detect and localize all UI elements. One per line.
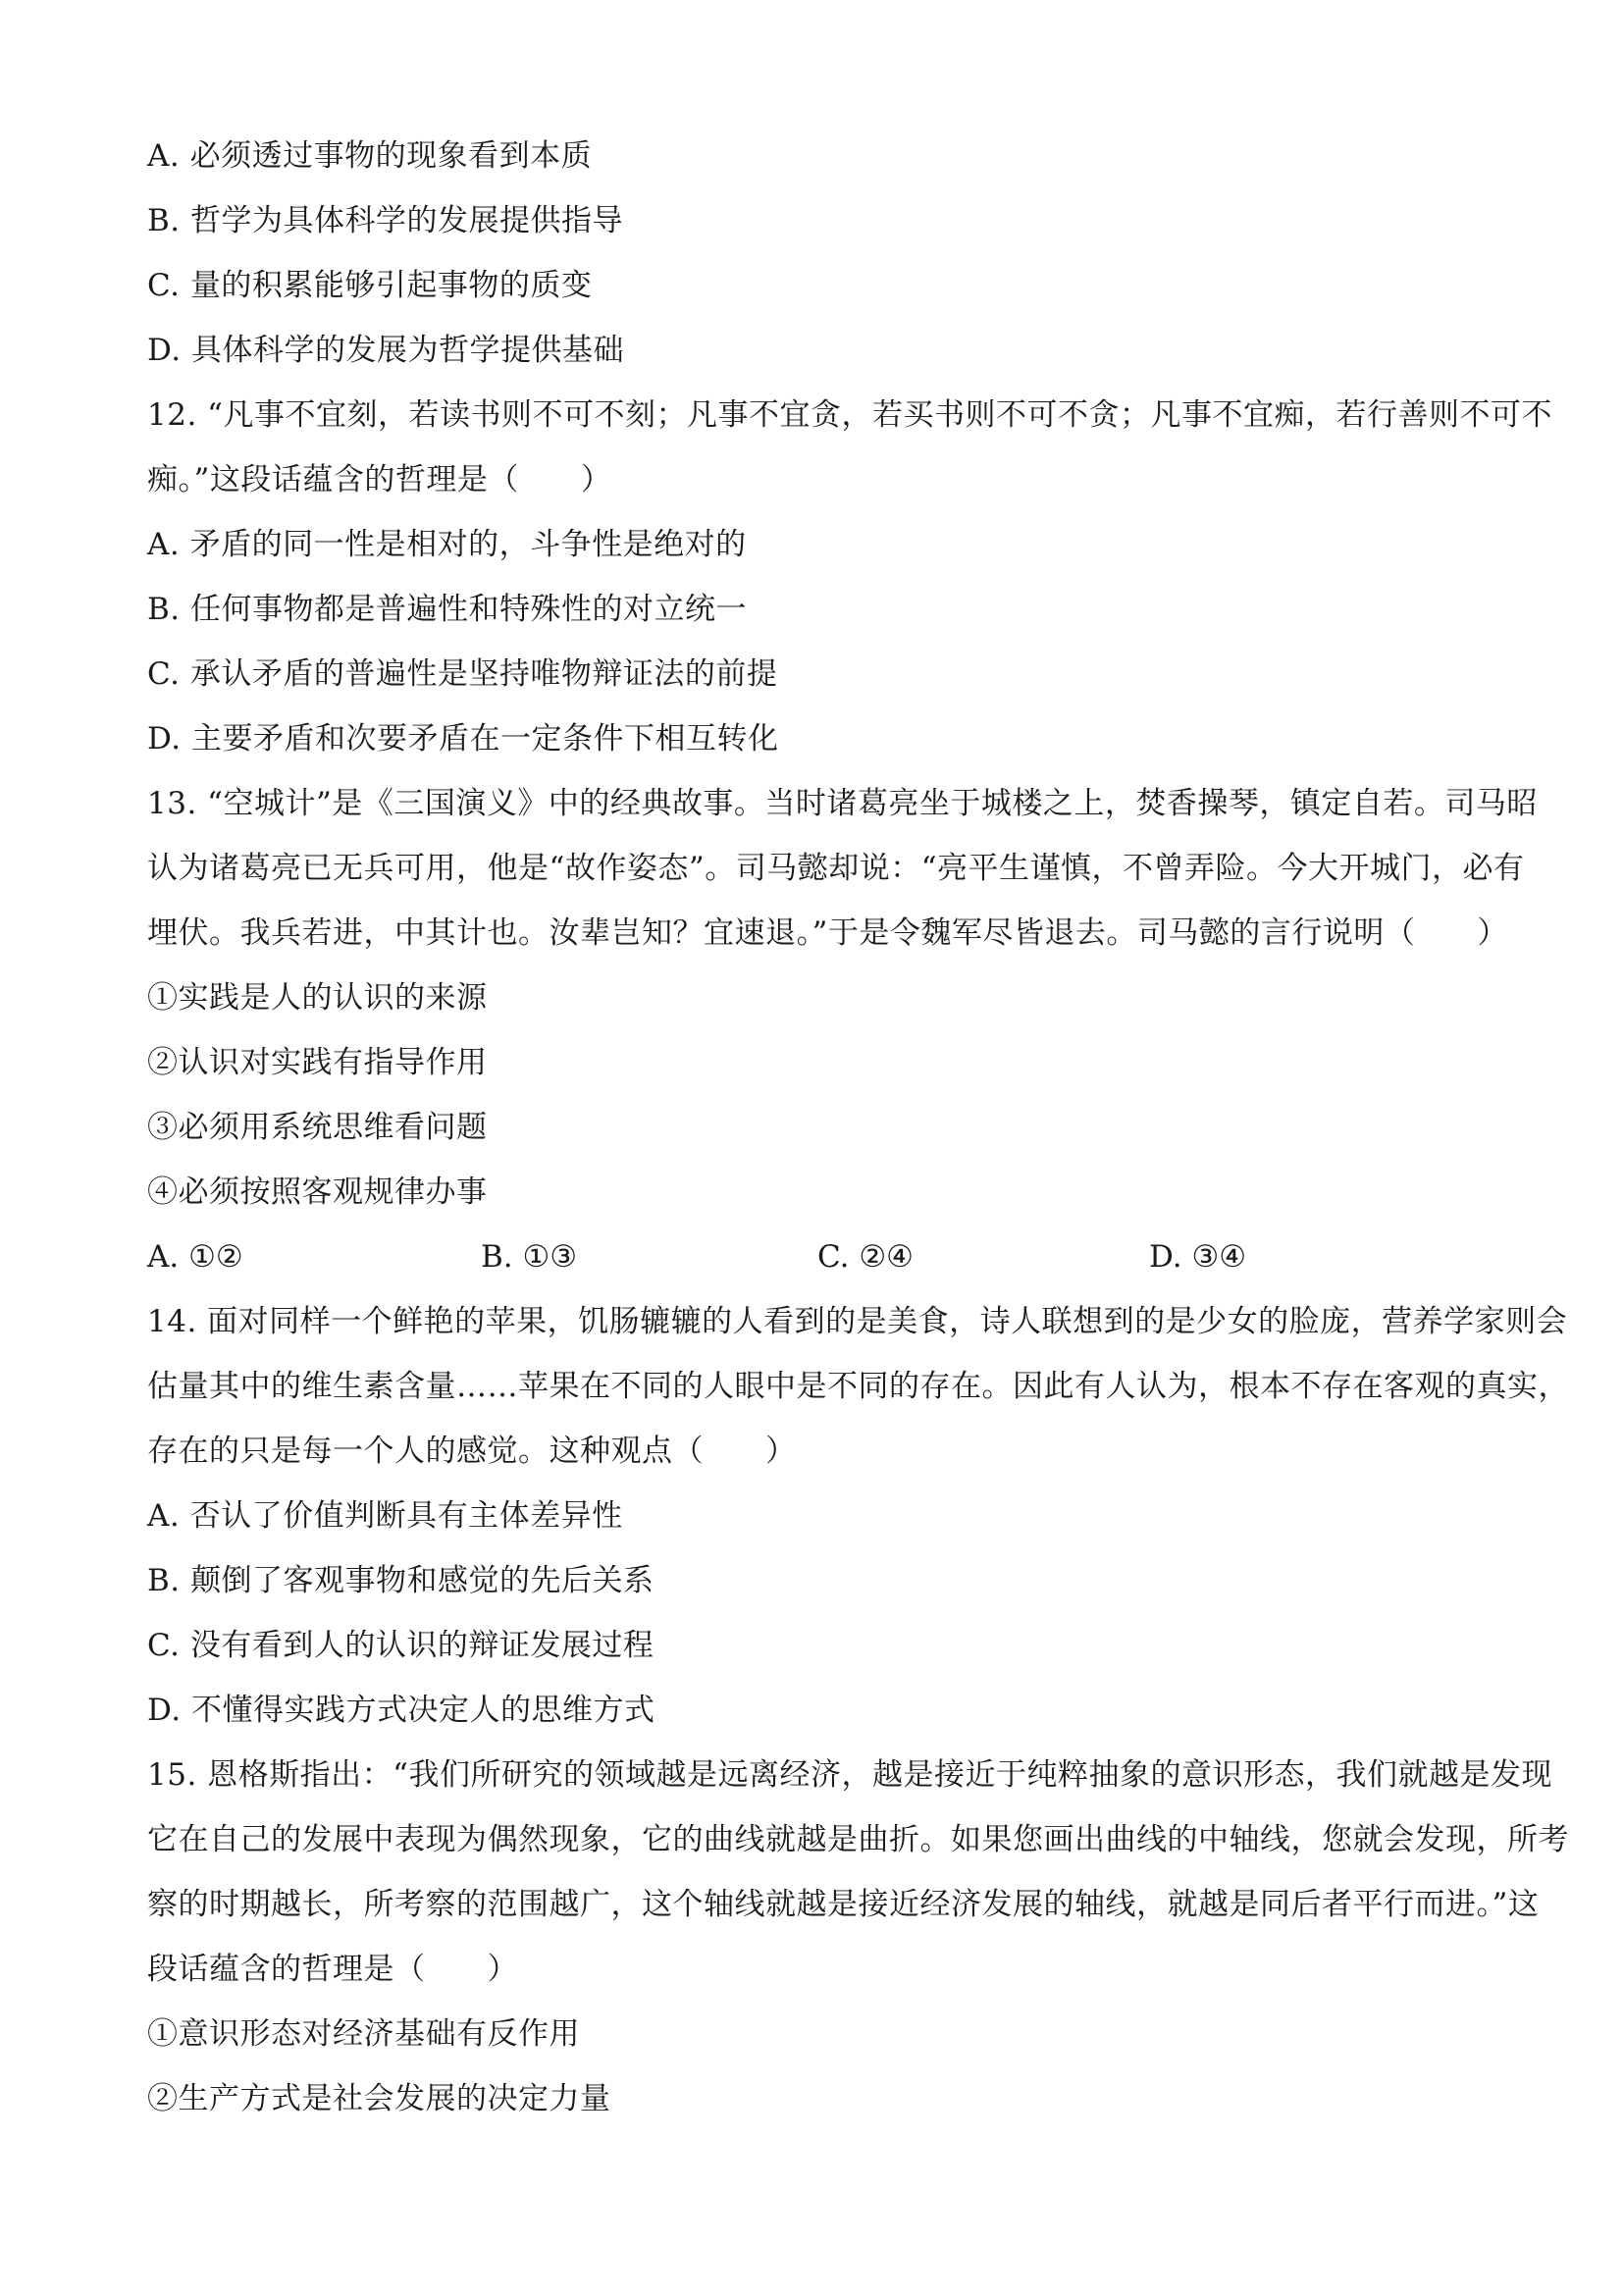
q15-stem-line-1: 15. 恩格斯指出：“我们所研究的领域越是远离经济，越是接近于纯粹抽象的意识形态，我们就越是发现 (147, 1757, 1552, 1793)
q14-option-d: D. 不懂得实践方式决定人的思维方式 (147, 1693, 655, 1728)
q14-stem-line-3: 存在的只是每一个人的感觉。这种观点（ ） (147, 1434, 797, 1469)
q13-choice-c: C. ②④ (817, 1239, 914, 1275)
q12-option-d: D. 主要矛盾和次要矛盾在一定条件下相互转化 (147, 721, 779, 757)
q13-stem-line-3: 埋伏。我兵若进，中其计也。汝辈岂知？宜速退。”于是令魏军尽皆退去。司马懿的言行说明（ ） (147, 915, 1508, 951)
q15-stem-line-3: 察的时期越长，所考察的范围越广，这个轴线就越是接近经济发展的轴线，就越是同后者平行而进。”这 (147, 1887, 1540, 1922)
q11-option-d: D. 具体科学的发展为哲学提供基础 (147, 333, 624, 368)
q13-choice-d: D. ③④ (1149, 1239, 1247, 1275)
q14-option-a: A. 否认了价值判断具有主体差异性 (147, 1498, 623, 1534)
q12-stem-line-1: 12. “凡事不宜刻，若读书则不可不刻；凡事不宜贪，若买书则不可不贪；凡事不宜痴，若行善则不可不 (147, 397, 1552, 433)
q13-statement-1: ①实践是人的认识的来源 (147, 980, 488, 1016)
q13-statement-2: ②认识对实践有指导作用 (147, 1045, 488, 1080)
q13-choice-a: A. ①② (147, 1239, 243, 1275)
q15-stem-line-4: 段话蕴含的哲理是（ ） (147, 1952, 518, 1987)
q11-option-a: A. 必须透过事物的现象看到本质 (147, 138, 593, 174)
q12-option-c: C. 承认矛盾的普遍性是坚持唯物辩证法的前提 (147, 656, 778, 692)
q12-option-b: B. 任何事物都是普遍性和特殊性的对立统一 (147, 592, 747, 627)
q13-stem-line-1: 13. “空城计”是《三国演义》中的经典故事。当时诸葛亮坐于城楼之上，焚香操琴，镇定自若。司马昭 (147, 786, 1538, 821)
q11-option-b: B. 哲学为具体科学的发展提供指导 (147, 203, 623, 238)
q13-choice-b: B. ①③ (481, 1239, 578, 1275)
q15-statement-2: ②生产方式是社会发展的决定力量 (147, 2081, 611, 2116)
q13-statement-3: ③必须用系统思维看问题 (147, 1110, 488, 1145)
q14-stem-line-2: 估量其中的维生素含量……苹果在不同的人眼中是不同的存在。因此有人认为，根本不存在客观的真实， (147, 1369, 1569, 1404)
q14-option-c: C. 没有看到人的认识的辩证发展过程 (147, 1628, 654, 1663)
q15-stem-line-2: 它在自己的发展中表现为偶然现象，它的曲线就越是曲折。如果您画出曲线的中轴线，您就会发现，所考 (147, 1822, 1569, 1857)
q12-option-a: A. 矛盾的同一性是相对的，斗争性是绝对的 (147, 527, 747, 562)
q14-stem-line-1: 14. 面对同样一个鲜艳的苹果，饥肠辘辘的人看到的是美食，诗人联想到的是少女的脸庞，营养学家则会 (147, 1304, 1568, 1339)
q11-option-c: C. 量的积累能够引起事物的质变 (147, 268, 593, 303)
q13-stem-line-2: 认为诸葛亮已无兵可用，他是“故作姿态”。司马懿却说：“亮平生谨慎，不曾弄险。今大开城门，必有 (147, 851, 1525, 886)
q12-stem-line-2: 痴。”这段话蕴含的哲理是（ ） (147, 462, 612, 497)
q15-statement-1: ①意识形态对经济基础有反作用 (147, 2016, 580, 2052)
q14-option-b: B. 颠倒了客观事物和感觉的先后关系 (147, 1563, 654, 1598)
q13-statement-4: ④必须按照客观规律办事 (147, 1174, 488, 1210)
